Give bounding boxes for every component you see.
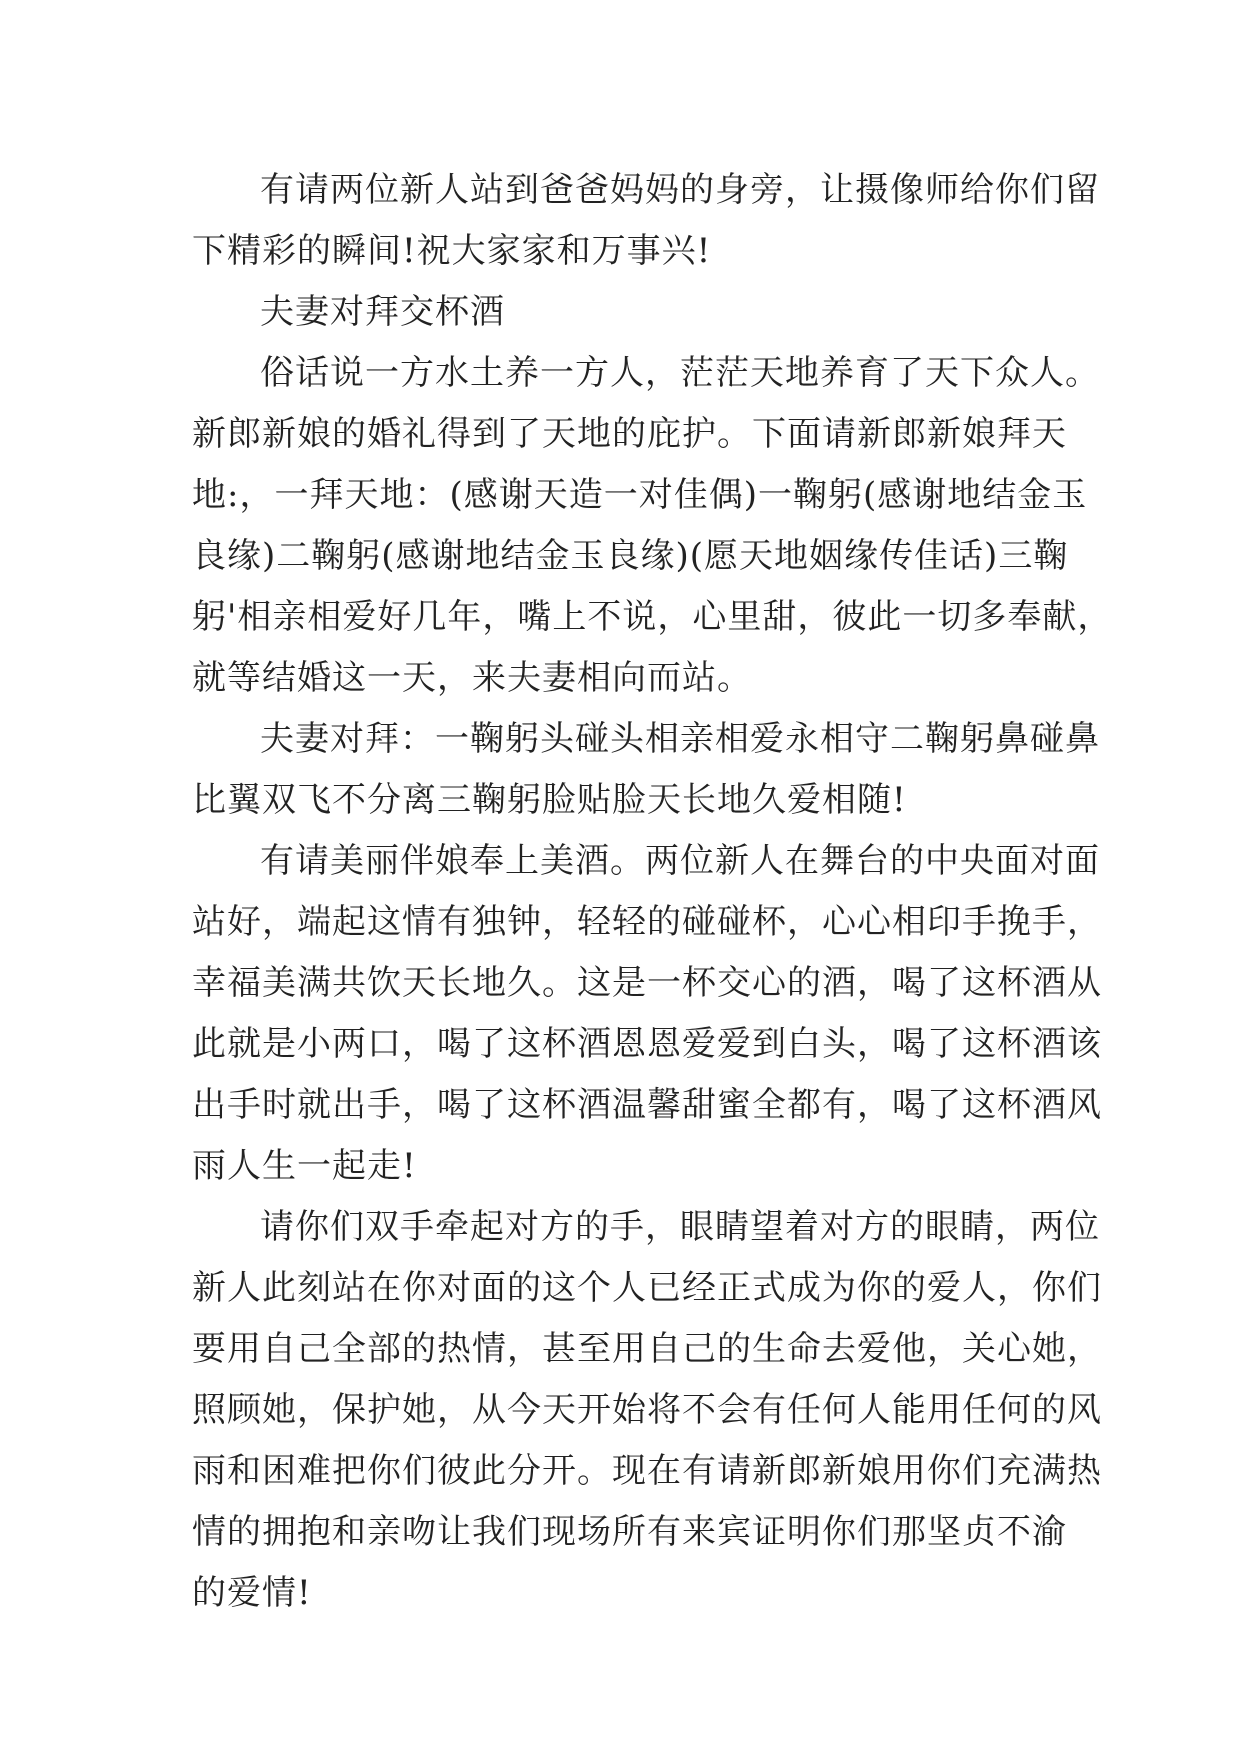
text-line: 地:，一拜天地：(感谢天造一对佳偶)一鞠躬(感谢地结金玉 bbox=[192, 475, 1088, 515]
text-line: 请你们双手牵起对方的手，眼睛望着对方的眼睛，两位 bbox=[260, 1207, 1100, 1247]
text-line: 雨人生一起走! bbox=[192, 1146, 417, 1186]
paragraph-bow-heaven-earth bbox=[192, 343, 1113, 709]
paragraph-photo bbox=[192, 160, 1100, 282]
text-line: 雨和困难把你们彼此分开。现在有请新郎新娘用你们充满热 bbox=[192, 1451, 1102, 1491]
section-heading bbox=[192, 282, 1052, 343]
text-line: 夫妻对拜：一鞠躬头碰头相亲相爱永相守二鞠躬鼻碰鼻 bbox=[260, 719, 1100, 759]
text-line: 就等结婚这一天，来夫妻相向而站。 bbox=[192, 658, 752, 698]
text-line: 要用自己全部的热情，甚至用自己的生命去爱他，关心她， bbox=[192, 1329, 1102, 1369]
text-line: 有请美丽伴娘奉上美酒。两位新人在舞台的中央面对面 bbox=[260, 841, 1100, 881]
text-line: 比翼双飞不分离三鞠躬脸贴脸天长地久爱相随! bbox=[192, 780, 907, 820]
paragraph-wine bbox=[192, 831, 1102, 1197]
document-body bbox=[192, 160, 1113, 1624]
text-line: 出手时就出手，喝了这杯酒温馨甜蜜全都有，喝了这杯酒风 bbox=[192, 1085, 1102, 1125]
text-line: 的爱情! bbox=[192, 1573, 312, 1613]
text-line: 情的拥抱和亲吻让我们现场所有来宾证明你们那坚贞不渝 bbox=[192, 1512, 1067, 1552]
text-line: 有请两位新人站到爸爸妈妈的身旁，让摄像师给你们留 bbox=[260, 170, 1100, 210]
text-line: 新人此刻站在你对面的这个人已经正式成为你的爱人，你们 bbox=[192, 1268, 1102, 1308]
text-line: 俗话说一方水土养一方人，茫茫天地养育了天下众人。 bbox=[260, 353, 1100, 393]
text-line: 此就是小两口，喝了这杯酒恩恩爱爱到白头，喝了这杯酒该 bbox=[192, 1024, 1102, 1064]
text-line: 站好，端起这情有独钟，轻轻的碰碰杯，心心相印手挽手， bbox=[192, 902, 1102, 942]
text-line: 躬'相亲相爱好几年，嘴上不说，心里甜，彼此一切多奉献， bbox=[192, 597, 1113, 637]
paragraph-vows bbox=[192, 1197, 1102, 1624]
text-line: 照顾她，保护她，从今天开始将不会有任何人能用任何的风 bbox=[192, 1390, 1102, 1430]
paragraph-bow-each-other bbox=[192, 709, 1100, 831]
heading-line: 夫妻对拜交杯酒 bbox=[260, 292, 505, 332]
text-line: 下精彩的瞬间!祝大家家和万事兴! bbox=[192, 231, 712, 271]
text-line: 幸福美满共饮天长地久。这是一杯交心的酒，喝了这杯酒从 bbox=[192, 963, 1102, 1003]
text-line: 新郎新娘的婚礼得到了天地的庇护。下面请新郎新娘拜天 bbox=[192, 414, 1067, 454]
text-line: 良缘)二鞠躬(感谢地结金玉良缘)(愿天地姻缘传佳话)三鞠 bbox=[192, 536, 1069, 576]
